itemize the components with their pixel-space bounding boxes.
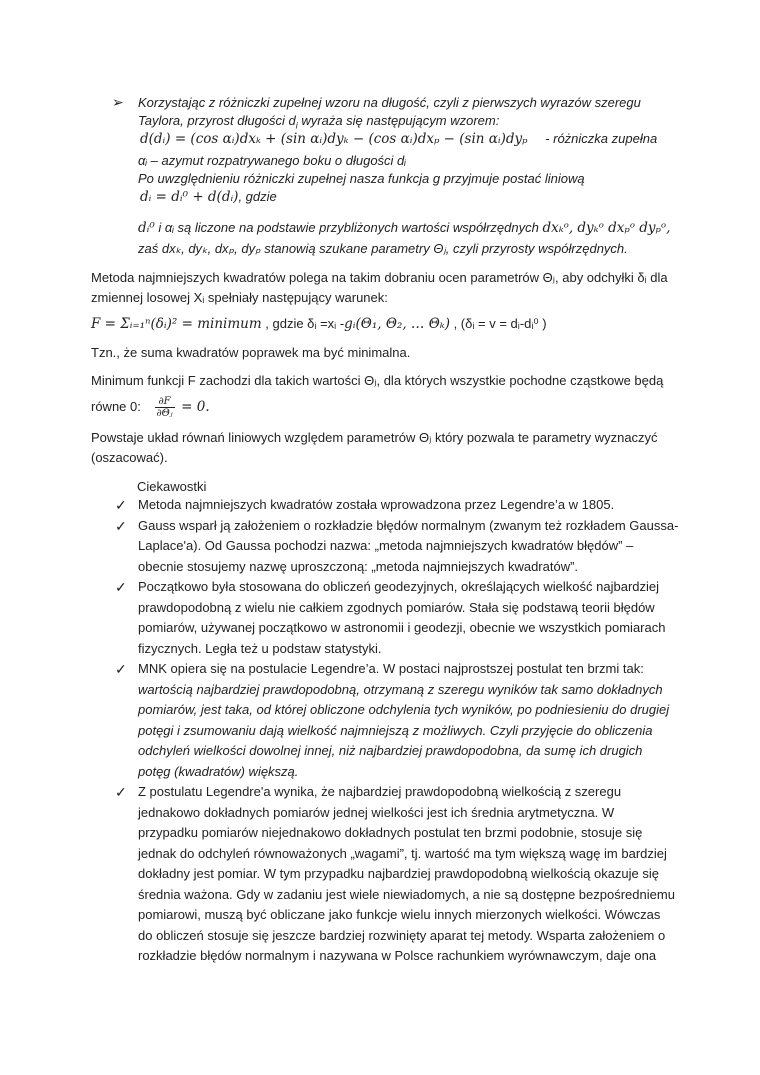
list-item: pomiarowi, muszą być obliczane jako funkcje wielu innych mierzonych wielkości. Wówczas	[138, 907, 661, 922]
list-item: przypadku pomiarów niejednakowo dokładnych postulat ten brzmi podobnie, stosuje się	[138, 825, 643, 840]
alpha-definition: αᵢ – azymut rozpatrywanego boku o długości dᵢ	[138, 153, 406, 168]
approx-values-line: dᵢ⁰ i αᵢ są liczone na podstawie przybliżonych wartości współrzędnych dxₖᵒ, dyₖᵒ dxₚᵒ dyₚᵒ,	[138, 220, 671, 236]
intro-line-2: Taylora, przyrost długości $d_i$ wyraża się następującym wzorem:	[138, 113, 500, 131]
equation-system-line-2: (oszacować).	[91, 450, 168, 465]
list-item: Z postulatu Legendre'a wynika, że najbardziej prawdopodobną wielkością z szeregu	[138, 784, 622, 799]
list-item: fizycznych. Legła też u podstaw statystyki.	[138, 641, 382, 656]
checkmark-icon: ✓	[115, 497, 127, 513]
lsm-definition-line-2: zmiennej losowej Xᵢ spełniały następujący warunek:	[91, 290, 388, 305]
trivia-heading: Ciekawostki	[137, 479, 207, 494]
partial-derivative-fraction: $\frac{\partial F}{\text{∂Θⱼ}}$	[156, 396, 173, 419]
checkmark-icon: ✓	[115, 518, 127, 534]
list-item: potęg (kwadratów) większą.	[138, 764, 299, 779]
linearized-formula: dᵢ = dᵢ⁰ + d(dᵢ), gdzie	[140, 189, 277, 205]
list-item: MNK opiera się na postulacie Legendre’a. W postaci najprostszej postulat ten brzmi tak:	[138, 661, 644, 676]
list-item: Gauss wsparł ją założeniem o rozkładzie błędów normalnym (zwanym też rozkładem Gaussa-	[138, 518, 679, 533]
parameters-line: zaś dxₖ, dyₖ, dxₚ, dyₚ stanowią szukane parametry Θⱼ, czyli przyrosty współrzędnych.	[138, 241, 628, 256]
checkmark-icon: ✓	[115, 784, 127, 800]
lsm-definition-line-1: Metoda najmniejszych kwadratów polega na takim dobraniu ocen parametrów Θⱼ, aby odchyłki δᵢ dla	[91, 270, 668, 285]
minimum-condition-line-2: równe 0: $\frac{\partial F}{\text{∂Θⱼ}}$ = 0.	[91, 396, 210, 419]
minimum-condition-line-1: Minimum funkcji F zachodzi dla takich wartości Θⱼ, dla których wszystkie pochodne cząstkowe będą	[91, 373, 664, 388]
checkmark-icon: ✓	[115, 661, 127, 677]
list-item: odchyleń wielkości dowolnej innej, niż najbardziej prawdopodobna, da sumę ich drugich	[138, 743, 643, 758]
list-item: jednak do odchyleń równoważonych „wagami”, tj. wartość ma tym większą wagę im bardziej	[138, 846, 667, 861]
list-item: średnia ważona. Gdy w zadaniu jest wiele niewiadomych, a nie są dostępne bezpośredniemu	[138, 887, 675, 902]
list-item: pomiarów, jest taka, od której obliczone odchylenia tych wyników, po podniesieniu do drugiej	[138, 702, 670, 717]
list-item: jednakowo dokładnych pomiarów jednej wielkości jest ich średnia arytmetyczna. W	[138, 805, 615, 820]
list-item: do obliczeń stosuje się jeszcze bardziej rozwinięty aparat tej metody. Wsparta założeniem o	[138, 928, 666, 943]
list-item: Laplace'a). Od Gaussa pochodzi nazwa: „metoda najmniejszych kwadratów błędów” –	[138, 538, 634, 553]
list-item: prawdopodobną z wielu nie całkiem zgodnych pomiarów. Stała się podstawą teorii błędów	[138, 600, 655, 615]
minimal-sum-line: Tzn., że suma kwadratów poprawek ma być minimalna.	[91, 345, 411, 360]
linear-form-line: Po uwzględnieniu różniczki zupełnej nasza funkcja g przyjmuje postać liniową	[138, 171, 585, 186]
differential-formula: d(dᵢ) = (cos αᵢ)dxₖ + (sin αᵢ)dyₖ − (cos αᵢ)dxₚ − (sin αᵢ)dyₚ - różniczka zupełna	[140, 131, 658, 147]
list-item: pomiarów, używanej początkowo w astronomii i geodezji, obecnie we wszystkich pomiarach	[138, 620, 666, 635]
arrow-bullet-icon: ➢	[112, 94, 124, 110]
objective-formula: F = Σᵢ₌₁ⁿ(δᵢ)² = minimum , gdzie δᵢ =xᵢ -gᵢ(Θ₁, Θ₂, … Θₖ) , (δᵢ = v = dᵢ-dᵢ⁰ )	[91, 316, 547, 332]
list-item: dokładny jest pomiar. W tym przypadku najbardziej prawdopodobną wielkością okazuje się	[138, 866, 659, 881]
list-item: Metoda najmniejszych kwadratów została wprowadzona przez Legendre’a w 1805.	[138, 497, 615, 512]
list-item: Początkowo była stosowana do obliczeń geodezyjnych, określających wielkość najbardziej	[138, 579, 660, 594]
list-item: wartością najbardziej prawdopodobną, otrzymaną z szeregu wyników tak samo dokładnych	[138, 682, 663, 697]
equation-system-line-1: Powstaje układ równań liniowych względem parametrów Θⱼ który pozwala te parametry wyznaczyć	[91, 430, 658, 445]
list-item: potęgi i zsumowaniu dają wielkość najmniejszą z możliwych. Czyli przyjęcie do obliczenia	[138, 723, 653, 738]
list-item: rozkładzie błędów normalnym i nazywana w Polsce rachunkiem wyrównawczym, daje ona	[138, 948, 657, 963]
list-item: obecnie stosujemy nazwę uproszczoną: „metoda najmniejszych kwadratów”.	[138, 559, 579, 574]
intro-line-1: Korzystając z różniczki zupełnej wzoru na długość, czyli z pierwszych wyrazów szeregu	[138, 95, 641, 110]
checkmark-icon: ✓	[115, 579, 127, 595]
